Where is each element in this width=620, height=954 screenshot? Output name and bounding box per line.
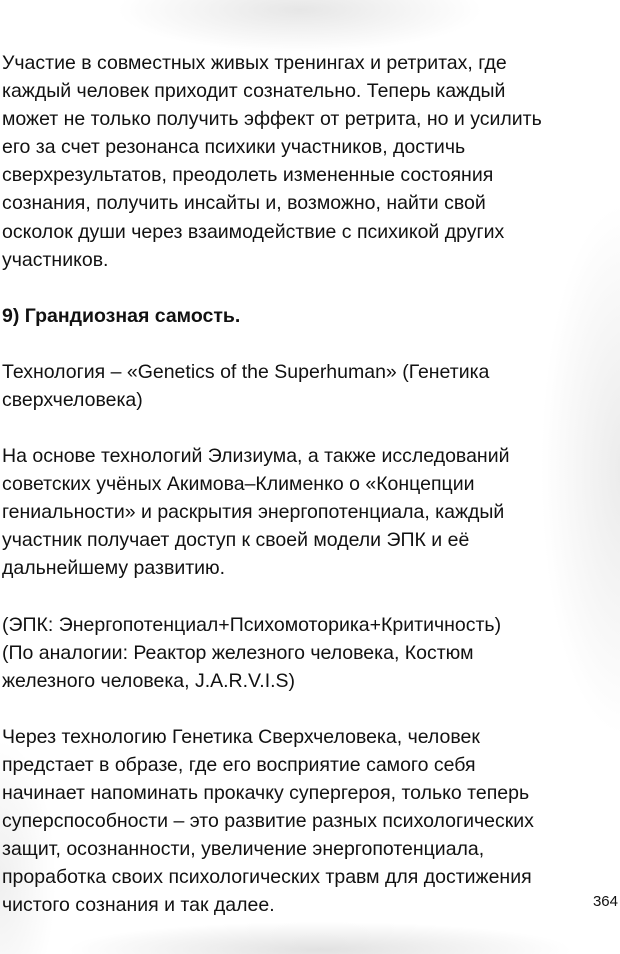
paragraph-elysium: На основе технологий Элизиума, а также исследований советских учёных Акимова–Клименко о «Концепции гениальности» и раскрытия энергопотенциала, каждый участник получает доступ к своей модели ЭПК и её дальнейшему развитию. (2, 445, 510, 580)
section-heading: 9) Грандиозная самость. (2, 304, 241, 327)
document-body (2, 49, 614, 947)
paragraph-superhuman: Через технологию Генетика Сверхчеловека, человек предстает в образе, где его восприятие самого себя начинает напоминать прокачку супергероя, только теперь суперспособности – это развитие разных психологических защит, осознанности, увеличение энергопотенциала, проработка своих психологических травм для достижения чистого сознания и так далее. (2, 725, 534, 917)
page-number: 364 (592, 893, 618, 910)
paragraph-technology: Технология – «Genetics of the Superhuman» (Генетика сверхчеловека) (2, 360, 490, 411)
paragraph-epk: (ЭПК: Энергопотенциал+Психомоторика+Критичность) (По аналогии: Реактор железного человека, Костюм железного человека, J.A.R.V.I.S) (2, 613, 502, 692)
paragraph-retreats: Участие в совместных живых тренингах и ретритах, где каждый человек приходит сознательно. Теперь каждый может не только получить эффект от ретрита, но и усилить его за счет резонанса психики участников, достичь сверхрезультатов, преодолеть измененные состояния сознания, получить инсайты и, возможно, найти свой осколок души через взаимодействие с психикой других участников. (2, 52, 542, 271)
